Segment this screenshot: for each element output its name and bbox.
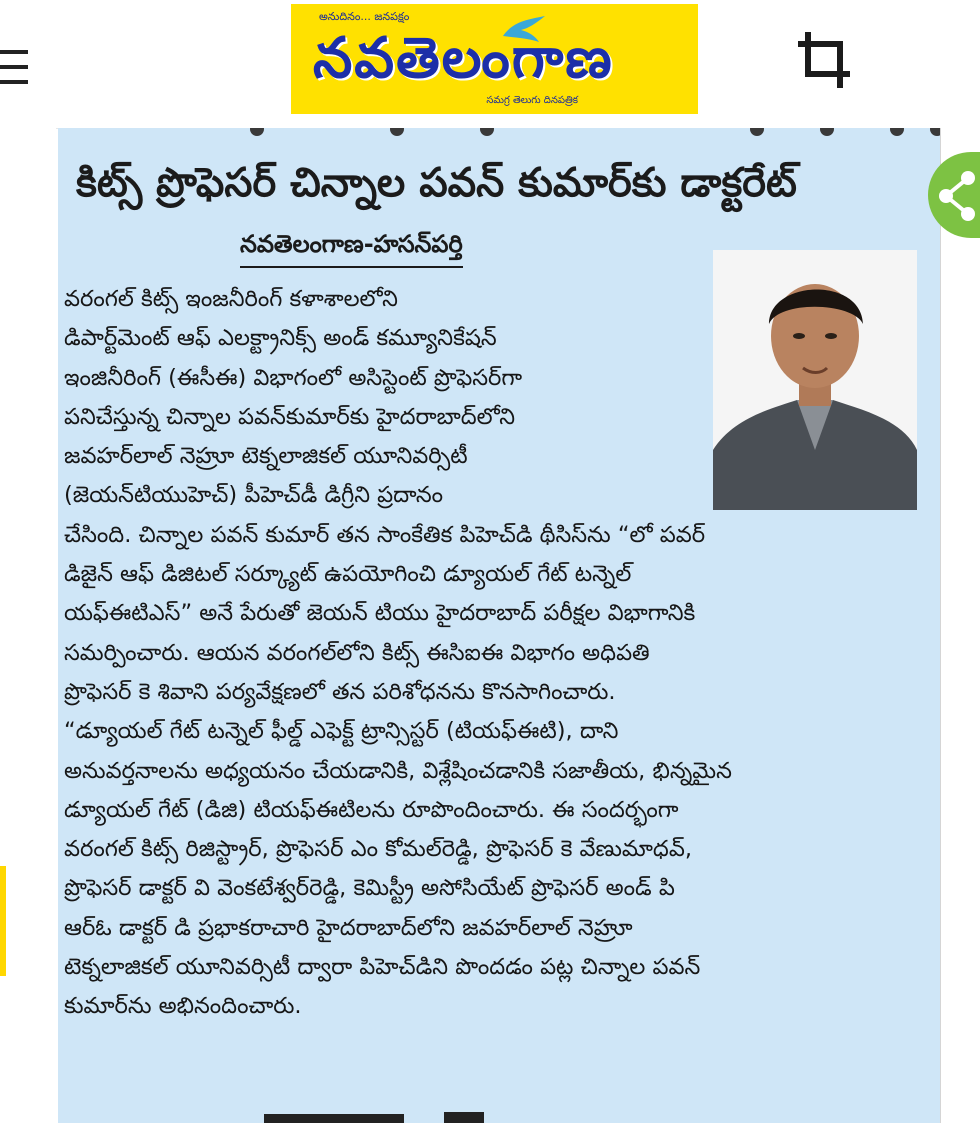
article-body (64, 280, 936, 1027)
body-line: డ్యూయల్ గేట్ (డిజి) టియఫ్‌ఈటిలను రూపొందించారు. ఈ సందర్భంగా (64, 796, 679, 823)
page-margin-right (940, 128, 980, 1123)
body-line: ప్రొఫెసర్ కె శివాని పర్యవేక్షణలో తన పరిశోధనను కొనసాగించారు. (64, 678, 616, 705)
body-line: ప్రొఫెసర్ డాక్టర్ వి వెంకటేశ్వర్‌రెడ్డి, కెమిస్ట్రీ అసోసియేట్ ప్రొఫెసర్ అండ్ పి (64, 875, 675, 902)
menu-icon[interactable] (0, 50, 28, 84)
body-line: కుమార్‌ను అభినందించారు. (64, 993, 302, 1020)
share-icon (928, 152, 980, 238)
crop-icon[interactable] (796, 30, 852, 90)
body-line: డిజైన్ ఆఫ్ డిజిటల్ సర్క్యూట్ ఉపయోగించి డ్యూయల్ గేట్ టన్నెల్ (64, 561, 632, 588)
body-line: (జెయన్‌టియుహెచ్) పీహెచ్‌డీ డిగ్రీని ప్రదానం (64, 482, 444, 509)
page-margin-left (0, 128, 56, 1123)
top-bar (0, 0, 980, 129)
logo-tagline: అనుదినం... జనపక్షం (319, 10, 410, 23)
share-button[interactable] (928, 152, 980, 238)
cut-next-text (64, 1108, 824, 1123)
body-line: “డ్యూయల్ గేట్ టన్నెల్ ఫీల్డ్ ఎఫెక్ట్ ట్రాన్సిస్టర్ (టియఫ్‌ఈటి), దాని (64, 718, 619, 745)
body-line: సమర్పించారు. ఆయన వరంగల్‌లోని కిట్స్ ఈసిఐఈ విభాగం అధిపతి (64, 639, 650, 666)
body-line: వరంగల్ కిట్స్ ఇంజనీరింగ్ కళాశాలలోని (64, 286, 398, 312)
body-line: చేసింది. చిన్నాల పవన్ కుమార్ తన సాంకేతిక పిహెచ్‌డి థీసిస్‌ను “లో పవర్ (64, 521, 706, 548)
body-line: డిపార్ట్‌మెంట్ ఆఫ్ ఎలక్ట్రానిక్స్ అండ్ కమ్యూనికేషన్ (64, 325, 497, 352)
body-line: జవహర్‌లాల్ నెహ్రూ టెక్నలాజికల్ యూనివర్సిటీ (64, 443, 468, 470)
body-line: అనువర్తనాలను అధ్యయనం చేయడానికి, విశ్లేషించడానికి సజాతీయ, భిన్నమైన (64, 757, 732, 784)
newspaper-logo[interactable] (291, 4, 698, 114)
body-line: యఫ్‌ఈటిఎస్” అనే పేరుతో జెయన్ టియు హైదరాబాద్ పరీక్షల విభాగానికి (64, 600, 696, 627)
body-line: ఆర్‌ఓ డాక్టర్ డి ప్రభాకరాచారి హైదరాబాద్‌లోని జవహర్‌లాల్ నెహ్రూ (64, 914, 633, 941)
body-line: టెక్నలాజికల్ యూనివర్సిటీ ద్వారా పిహెచ్‌డిని పొందడం పట్ల చిన్నాల పవన్ (64, 954, 701, 981)
article-byline: నవతెలంగాణ-హసన్‌పర్తి (240, 230, 463, 268)
logo-name: నవతెలంగాణ (313, 26, 614, 91)
edge-highlight (0, 866, 6, 976)
body-line: వరంగల్ కిట్స్ రిజిస్ట్రార్, ప్రొఫెసర్ ఎం కోమల్‌రెడ్డి, ప్రొఫెసర్ కె వేణుమాధవ్, (64, 836, 692, 863)
body-line: ఇంజినీరింగ్ (ఈసీఈ) విభాగంలో అసిస్టెంట్ ప్రొఫెసర్‌గా (64, 364, 523, 391)
cut-previous-text (60, 128, 940, 138)
article-headline: కిట్స్ ప్రొఫెసర్ చిన్నాల పవన్ కుమార్‌కు డాక్టరేట్ (76, 160, 797, 206)
logo-subtitle: సమగ్ర తెలుగు దినపత్రిక (486, 95, 578, 106)
body-line: పనిచేస్తున్న చిన్నాల పవన్‌కుమార్‌కు హైదరాబాద్‌లోని (64, 403, 516, 430)
